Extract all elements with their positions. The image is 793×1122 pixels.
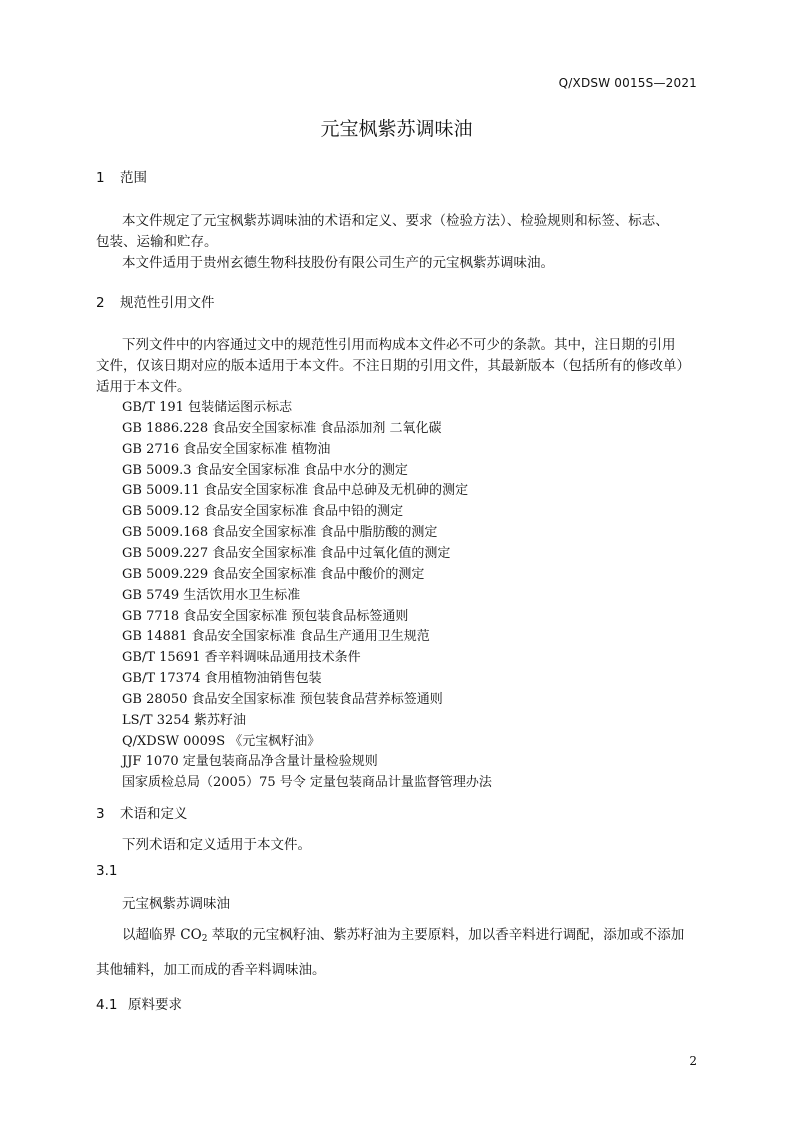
- section-title: 范围: [120, 170, 147, 186]
- reference-item: GB 5009.11 食品安全国家标准 食品中总砷及无机砷的测定: [122, 483, 469, 498]
- section-number: 2: [96, 295, 105, 311]
- reference-item: GB 5009.12 食品安全国家标准 食品中铅的测定: [122, 504, 404, 519]
- section-2-para-line-2: 文件，仅该日期对应的版本适用于本文件。不注日期的引用文件，其最新版本（包括所有的修改单）: [96, 358, 690, 374]
- term-definition-line-2: 其他辅料，加工而成的香辛料调味油。: [96, 962, 326, 978]
- reference-item: GB 1886.228 食品安全国家标准 食品添加剂 二氧化碳: [122, 421, 442, 436]
- section-title: 原料要求: [128, 997, 182, 1013]
- reference-item: GB 5009.229 食品安全国家标准 食品中酸价的测定: [122, 567, 425, 582]
- subsection-number: 3.1: [96, 863, 118, 879]
- section-1-heading: [96, 166, 147, 186]
- section-number: 1: [96, 170, 105, 186]
- reference-item: JJF 1070 定量包装商品净含量计量检验规则: [122, 754, 378, 769]
- reference-item: GB 5009.227 食品安全国家标准 食品中过氧化值的测定: [122, 546, 451, 561]
- reference-item: Q/XDSW 0009S 《元宝枫籽油》: [122, 734, 321, 749]
- reference-item: LS/T 3254 紫苏籽油: [122, 713, 246, 728]
- reference-item: GB 5009.3 食品安全国家标准 食品中水分的测定: [122, 463, 408, 478]
- reference-item: GB/T 15691 香辛料调味品通用技术条件: [122, 650, 361, 665]
- section-3-heading: [96, 802, 188, 822]
- section-number: 4.1: [96, 997, 118, 1013]
- section-2-heading: [96, 291, 215, 311]
- section-2-para-line-3: 适用于本文件。: [96, 379, 191, 395]
- term-definition-line-1: [122, 923, 684, 944]
- definition-text: 萃取的元宝枫籽油、紫苏籽油为主要原料，加以香辛料进行调配，添加或不添加: [207, 927, 685, 943]
- definition-text: 以超临界 CO: [122, 927, 202, 943]
- section-2-para-line-1: 下列文件中的内容通过文中的规范性引用而构成本文件必不可少的条款。其中，注日期的引用: [122, 337, 676, 353]
- reference-item: GB 2716 食品安全国家标准 植物油: [122, 442, 331, 457]
- reference-item: 国家质检总局（2005）75 号令 定量包装商品计量监督管理办法: [122, 775, 492, 790]
- doc-number: Q/XDSW 0015S—2021: [558, 76, 697, 90]
- section-title: 规范性引用文件: [120, 295, 215, 311]
- reference-item: GB 5749 生活饮用水卫生标准: [122, 588, 301, 603]
- reference-item: GB/T 17374 食用植物油销售包装: [122, 671, 322, 686]
- section-3-intro: 下列术语和定义适用于本文件。: [122, 837, 311, 853]
- reference-item: GB 7718 食品安全国家标准 预包装食品标签通则: [122, 609, 409, 624]
- section-1-para-1-line-2: 包装、运输和贮存。: [96, 234, 218, 250]
- reference-item: GB 14881 食品安全国家标准 食品生产通用卫生规范: [122, 629, 430, 644]
- page-title: 元宝枫紫苏调味油: [320, 118, 473, 140]
- section-1-para-2: 本文件适用于贵州玄德生物科技股份有限公司生产的元宝枫紫苏调味油。: [122, 255, 554, 271]
- term-heading: 元宝枫紫苏调味油: [122, 896, 230, 912]
- section-4-1-heading: [96, 993, 182, 1013]
- section-title: 术语和定义: [120, 806, 188, 822]
- reference-item: GB 5009.168 食品安全国家标准 食品中脂肪酸的测定: [122, 525, 438, 540]
- section-1-para-1-line-1: 本文件规定了元宝枫紫苏调味油的术语和定义、要求（检验方法）、检验规则和标签、标志、: [122, 213, 669, 229]
- reference-item: GB 28050 食品安全国家标准 预包装食品营养标签通则: [122, 692, 443, 707]
- subscript-2: 2: [201, 934, 208, 944]
- section-number: 3: [96, 806, 105, 822]
- reference-item: GB/T 191 包装储运图示标志: [122, 400, 293, 415]
- page-number: 2: [689, 1054, 697, 1068]
